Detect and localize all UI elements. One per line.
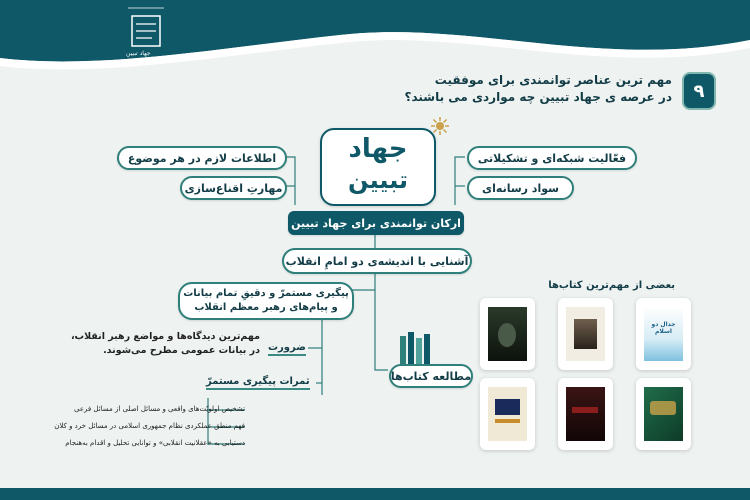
question-number: ۹ bbox=[693, 80, 705, 102]
necessity-label: ضرورت bbox=[268, 342, 306, 353]
book-cover-6 bbox=[488, 387, 527, 441]
book-title-1: جدال دو اسلام bbox=[651, 321, 676, 335]
logo-caption: جهاد تبیین bbox=[126, 50, 151, 57]
pill-reading-books: مطالعه کتاب‌ها bbox=[389, 364, 473, 388]
book-cover-3 bbox=[488, 307, 527, 361]
book-card-4[interactable] bbox=[636, 378, 691, 450]
fruit-item-2: فهم منطق عملکردی نظام جمهوری اسلامی در مسائل خرد و کلان bbox=[54, 422, 245, 430]
book-card-6[interactable] bbox=[480, 378, 535, 450]
necessity-line-2: در بیانات عمومی مطرح می‌شوند. bbox=[103, 345, 260, 356]
fruit-item-3: دستیابی به «عقلانیت انقلابی» و توانایی تحلیل و اقدام به‌هنجام bbox=[65, 439, 245, 447]
pill-imams-thought: آشنایی با اندیشه‌ی دو امامِ انقلاب bbox=[282, 248, 472, 274]
central-title-word-2: تبیین bbox=[348, 166, 408, 194]
books-icon bbox=[398, 330, 438, 366]
fruit-item-1: تشخیص اولویّت‌های واقعی و مسائل اصلی از مسائل فرعی bbox=[73, 405, 245, 413]
question-line-2: در عرصه ی جهاد تبیین چه مواردی می باشند؟ bbox=[404, 90, 672, 104]
question-line-1: مهم ترین عناصر توانمندی برای موفقیت bbox=[434, 73, 672, 87]
sun-ornament-icon bbox=[430, 116, 450, 136]
necessity-text bbox=[71, 330, 260, 358]
pill-persuasion-skill: مهارتِ اقناع‌سازی bbox=[180, 176, 287, 200]
central-title-block bbox=[320, 128, 436, 206]
follow-line-2: و پیام‌های رهبر معظم انقلاب bbox=[194, 302, 338, 313]
follow-line-1: پیگیری مستمرّ و دقیقِ تمام بیانات bbox=[183, 288, 349, 299]
necessity-line-1: مهم‌ترین دیدگاه‌ها و مواضع رهبر انقلاب، bbox=[70, 331, 260, 342]
pill-media-literacy: سواد رسانه‌ای bbox=[467, 176, 574, 200]
pill-continuous-following bbox=[178, 282, 354, 320]
book-card-3[interactable] bbox=[480, 298, 535, 370]
pill-required-information: اطلاعات لازم در هر موضوع bbox=[117, 146, 287, 170]
book-card-1[interactable] bbox=[636, 298, 691, 370]
book-cover-4 bbox=[644, 387, 683, 441]
books-section-title: بعضی از مهم‌ترین کتاب‌ها bbox=[548, 280, 675, 291]
central-label: ارکان توانمندی برای جهاد تبیین bbox=[288, 211, 464, 235]
fruits-label: ثمرات پیگیری مستمرّ bbox=[206, 376, 310, 387]
book-cover-2 bbox=[566, 307, 605, 361]
pill-network-activity: فعّالیت شبکه‌ای و تشکیلاتی bbox=[467, 146, 637, 170]
book-cover-1 bbox=[644, 307, 683, 361]
book-cover-5 bbox=[566, 387, 605, 441]
book-card-2[interactable] bbox=[558, 298, 613, 370]
central-title-word-1: جهاد bbox=[348, 134, 408, 164]
footer-strip bbox=[0, 488, 750, 500]
book-card-5[interactable] bbox=[558, 378, 613, 450]
